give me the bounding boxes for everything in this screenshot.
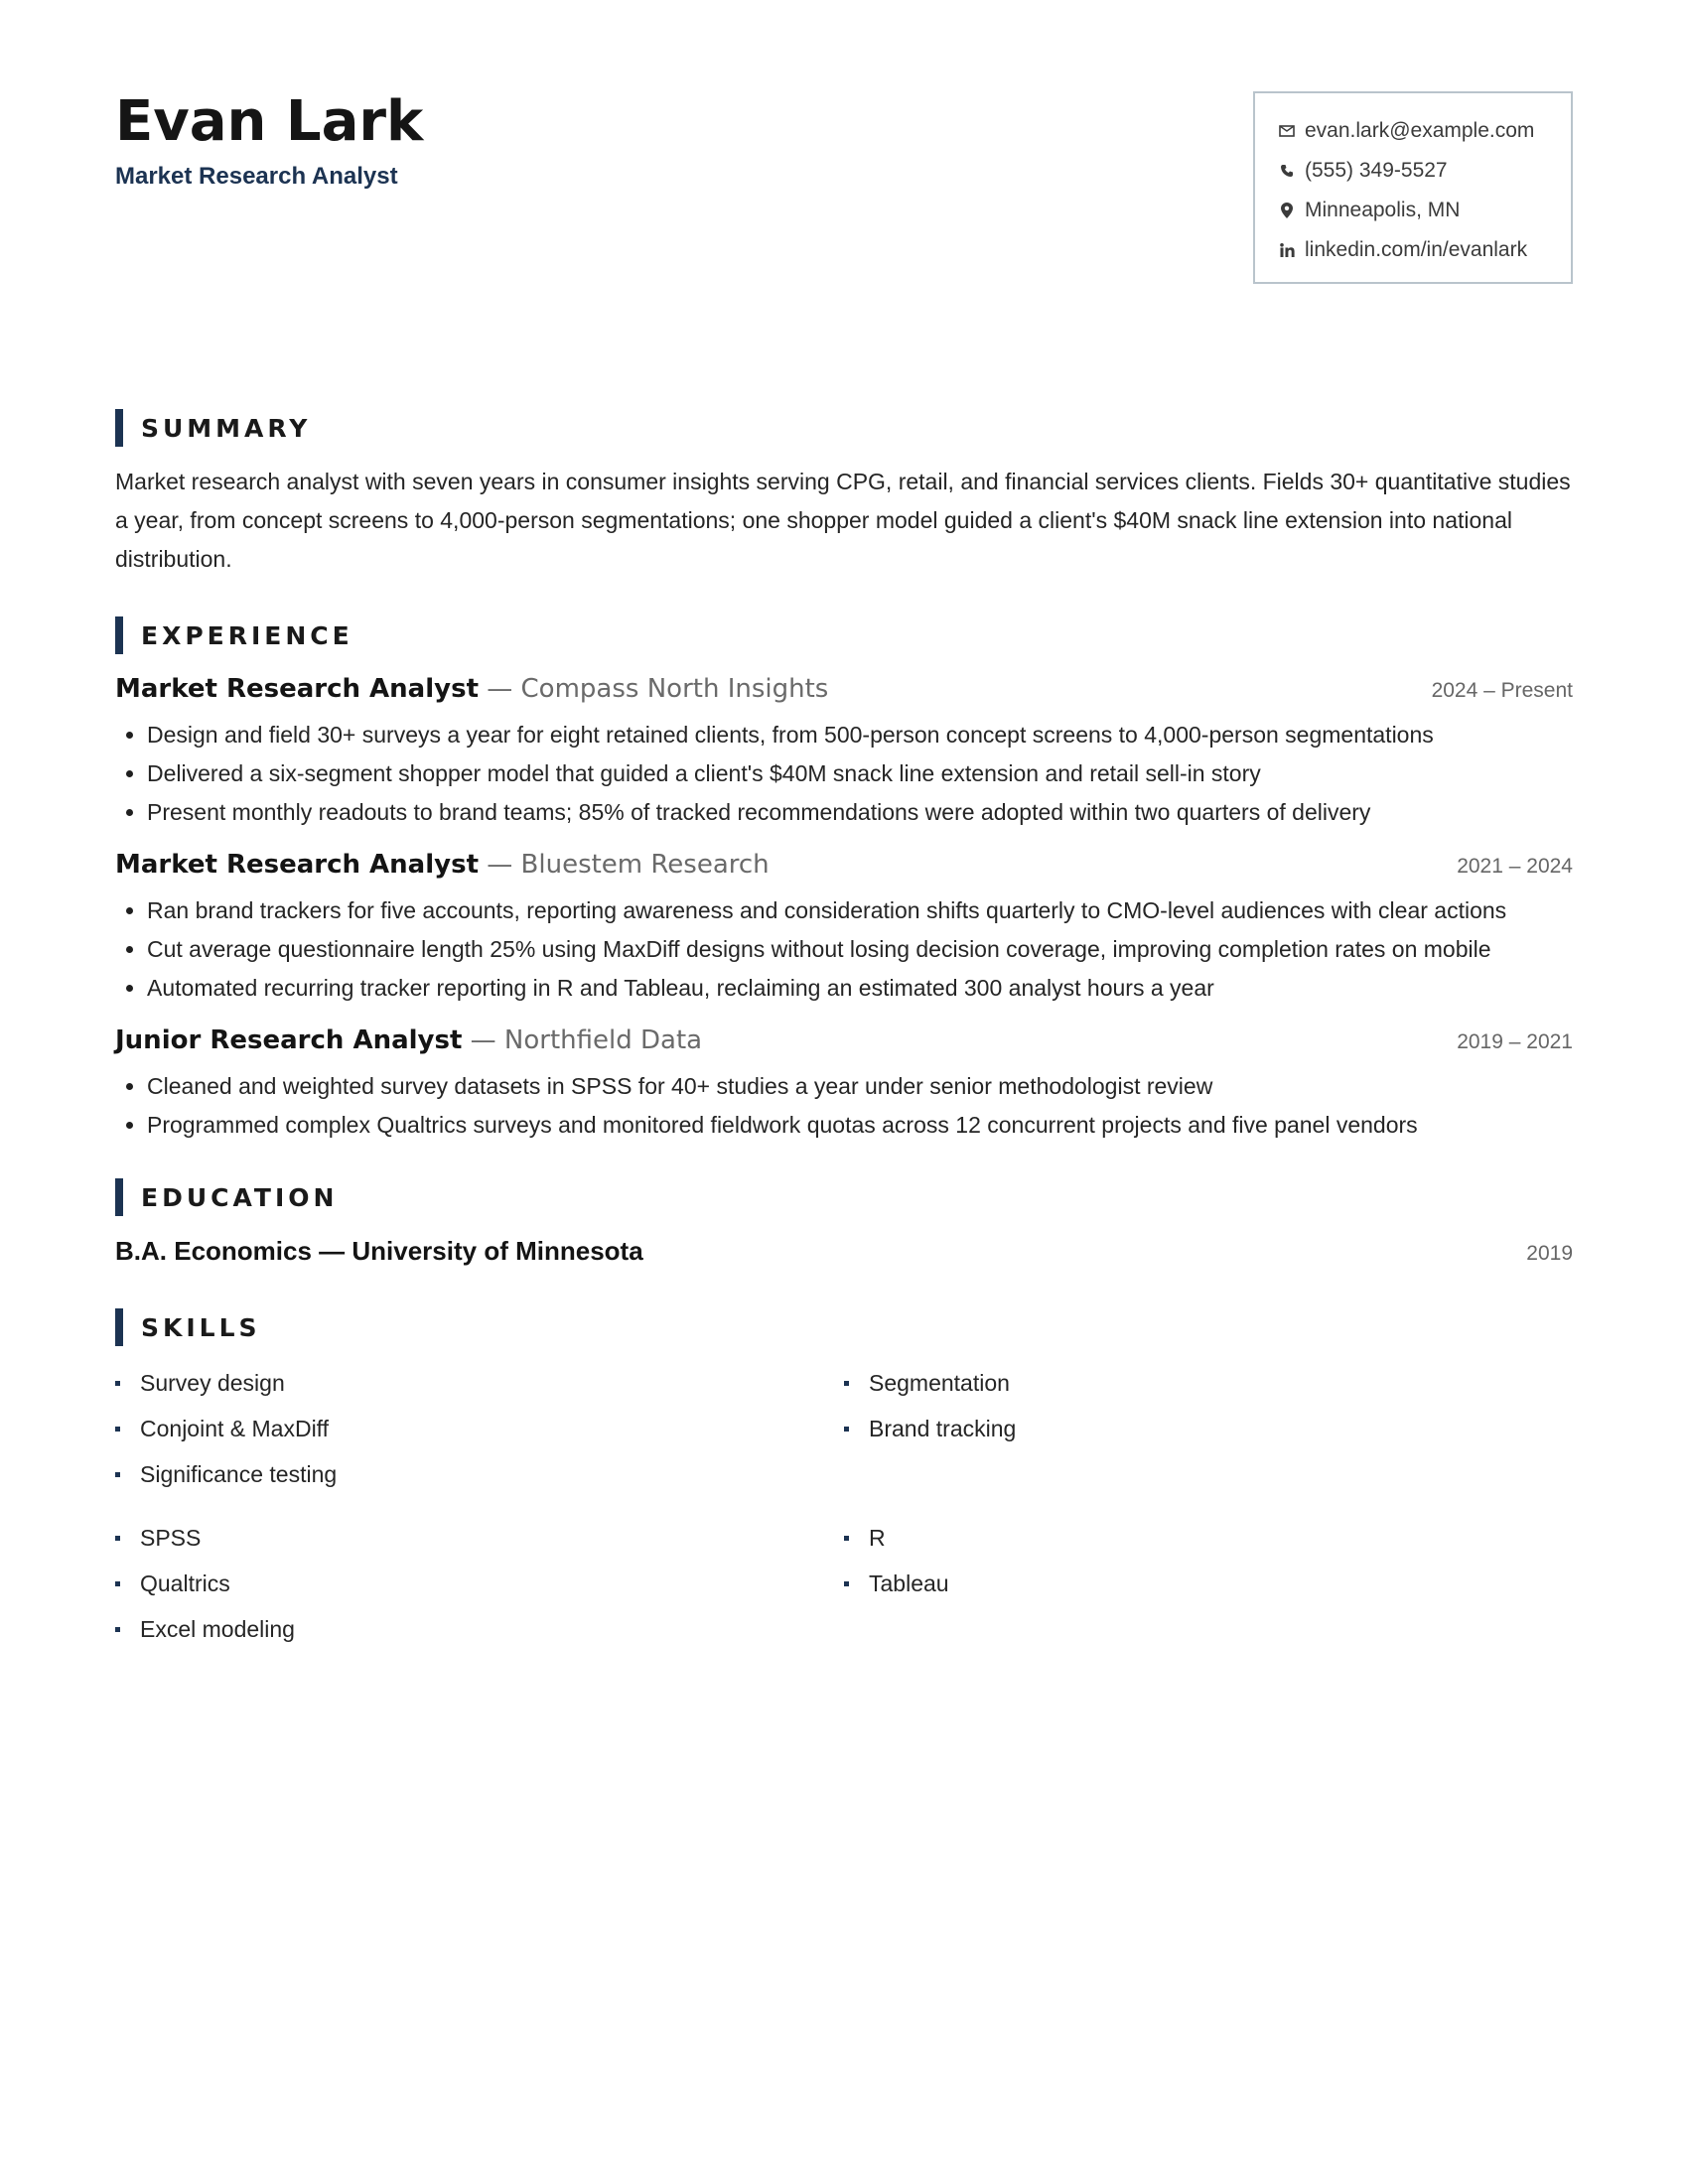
location-text: Minneapolis, MN [1305,199,1461,221]
square-bullet-icon [115,1381,120,1386]
contact-email[interactable] [1279,111,1571,151]
section-title: EXPERIENCE [141,620,353,650]
summary-text: Market research analyst with seven years in consumer insights serving CPG, retail, and financial services clients. Fields 30+ quantitative studies a year, from concept screens to 4,000-person segmentations; one shopper model guided a client's $40M snack line extension into national distribution. [115,469,1571,572]
skill-label: Conjoint & MaxDiff [140,1415,330,1441]
skill-item [844,1515,1573,1561]
skill-label: R [869,1524,886,1551]
job-header [115,1025,1573,1061]
resume-header [115,87,1573,316]
skill-item [844,1561,1573,1606]
square-bullet-icon [844,1536,849,1541]
job-company: — Northfield Data [462,1025,703,1055]
skill-label: Excel modeling [140,1615,295,1642]
education-heading [115,1178,1573,1216]
candidate-name: Evan Lark [115,89,424,154]
section-title: SUMMARY [141,413,312,443]
job-entry [115,674,1573,832]
skill-item [844,1360,1573,1406]
list-item: • Automated recurring tracker reporting in R and Tableau, reclaiming an estimated 300 analyst hours a year [147,969,1573,1008]
email-text: evan.lark@example.com [1305,119,1535,142]
job-company: — Compass North Insights [479,674,829,704]
skill-group [115,1515,1573,1652]
job-title: Market Research Analyst [115,850,479,880]
phone-text: (555) 349-5527 [1305,159,1448,182]
linkedin-text: linkedin.com/in/evanlark [1305,238,1528,261]
section-accent-bar [115,616,123,654]
list-item: • Programmed complex Qualtrics surveys and monitored fieldwork quotas across 12 concurrent projects and five panel vendors [147,1106,1573,1145]
square-bullet-icon [115,1627,120,1632]
job-header [115,674,1573,710]
job-title: Market Research Analyst [115,674,479,704]
contact-linkedin[interactable] [1279,230,1571,270]
job-bullets [115,891,1573,1008]
skill-item [115,1606,844,1652]
list-item: • Design and field 30+ surveys a year for eight retained clients, from 500-person concept screens to 4,000-person segmentations [147,716,1573,754]
job-entry [115,1025,1573,1145]
skill-label: Qualtrics [140,1570,230,1596]
square-bullet-icon [115,1581,120,1586]
list-item: • Ran brand trackers for five accounts, reporting awareness and consideration shifts quarterly to CMO-level audiences with clear actions [147,891,1573,930]
list-item: • Cut average questionnaire length 25% using MaxDiff designs without losing decision coverage, improving completion rates on mobile [147,930,1573,969]
skill-label: SPSS [140,1524,202,1551]
skills-list [115,1360,1573,1652]
skill-item [115,1406,844,1451]
job-title: Junior Research Analyst [115,1025,463,1055]
education-degree: B.A. Economics — University of Minnesota [115,1236,643,1266]
education-year: 2019 [1526,1242,1573,1265]
skill-item [115,1561,844,1606]
job-dates: 2024 – Present [1431,679,1573,702]
contact-location [1279,191,1571,230]
square-bullet-icon [115,1472,120,1477]
skill-item [844,1406,1573,1451]
skill-item [115,1360,844,1406]
skill-column [115,1515,844,1652]
skill-column [115,1360,844,1497]
summary-heading [115,409,1573,447]
skill-item [115,1515,844,1561]
job-company: — Bluestem Research [479,850,770,880]
skill-column [844,1515,1573,1652]
job-bullets [115,1067,1573,1145]
skill-label: Survey design [140,1369,285,1396]
square-bullet-icon [115,1536,120,1541]
experience-heading [115,616,1573,654]
section-accent-bar [115,1178,123,1216]
location-pin-icon [1279,203,1295,218]
skill-label: Significance testing [140,1460,338,1487]
linkedin-icon [1279,242,1295,258]
phone-icon [1279,163,1295,179]
section-accent-bar [115,409,123,447]
square-bullet-icon [844,1581,849,1586]
square-bullet-icon [115,1427,120,1432]
section-title: SKILLS [141,1312,261,1342]
skill-item [115,1451,844,1497]
job-dates: 2021 – 2024 [1457,855,1573,878]
job-bullets [115,716,1573,832]
list-item: • Delivered a six-segment shopper model that guided a client's $40M snack line extension and retail sell-in story [147,754,1573,793]
skill-group [115,1360,1573,1497]
list-item: • Cleaned and weighted survey datasets in SPSS for 40+ studies a year under senior methodologist review [147,1067,1573,1106]
job-header [115,850,1573,886]
square-bullet-icon [844,1427,849,1432]
skills-heading [115,1308,1573,1346]
job-entry [115,850,1573,1008]
skill-label: Segmentation [869,1369,1010,1396]
contact-phone[interactable] [1279,151,1571,191]
mail-icon [1279,123,1295,139]
candidate-role: Market Research Analyst [115,163,398,190]
square-bullet-icon [844,1381,849,1386]
skill-column [844,1360,1573,1497]
job-dates: 2019 – 2021 [1457,1030,1573,1053]
section-accent-bar [115,1308,123,1346]
section-title: EDUCATION [141,1182,339,1212]
contact-box [1253,91,1573,284]
skill-label: Brand tracking [869,1415,1017,1441]
skill-label: Tableau [869,1570,949,1596]
education-entry [115,1236,1573,1267]
list-item: • Present monthly readouts to brand teams; 85% of tracked recommendations were adopted within two quarters of delivery [147,793,1573,832]
